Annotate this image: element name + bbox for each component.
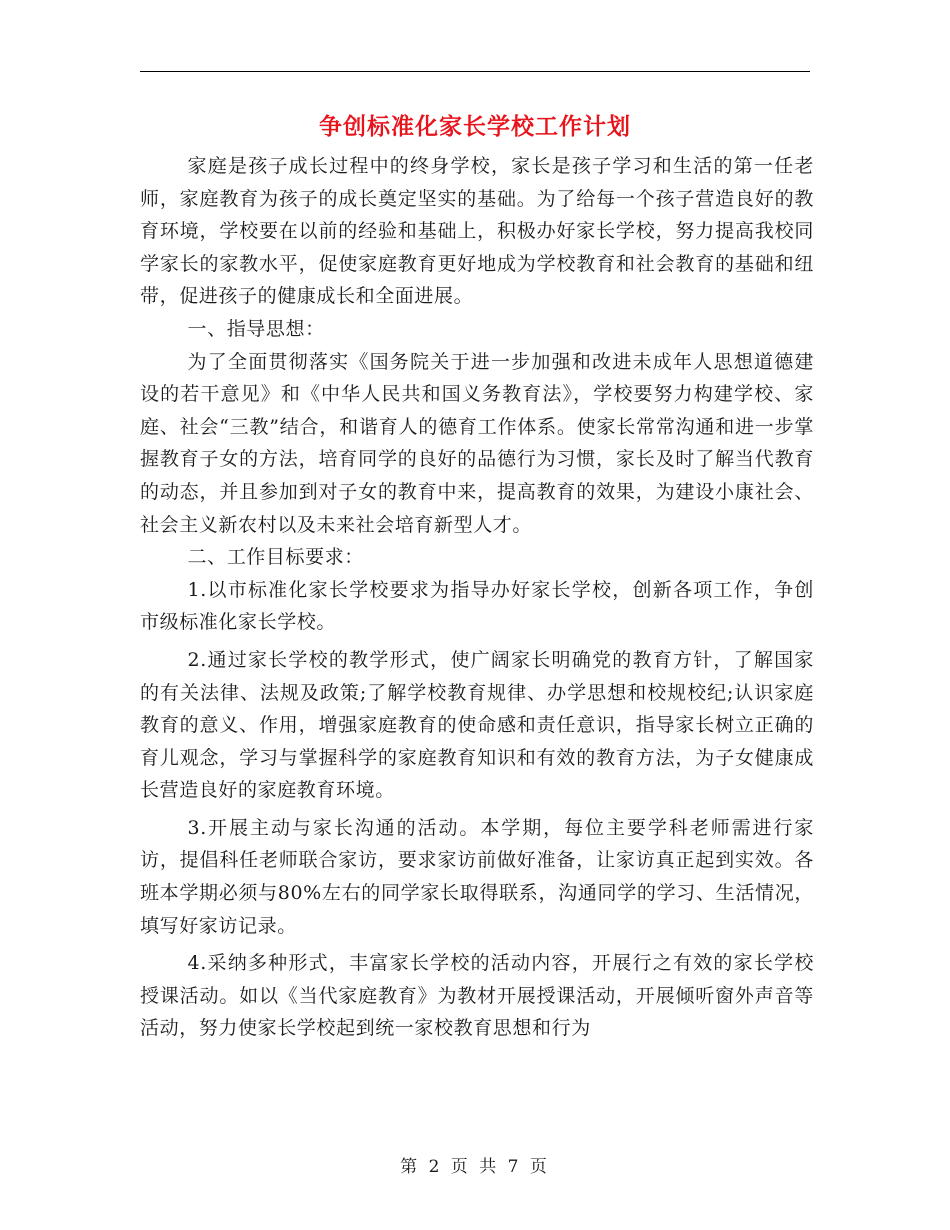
page-number-footer: 第 2 页 共 7 页 bbox=[400, 1157, 550, 1177]
section-heading-work-goals: 二、工作目标要求： bbox=[187, 546, 364, 569]
work-goal-item-4: 4.采纳多种形式，丰富家长学校的活动内容，开展行之有效的家长学校授课活动。如以《当代家庭教育》为教材开展授课活动，开展倾听窗外声音等活动，努力使家长学校起到统一家校教育思想和行为 bbox=[140, 952, 814, 1040]
work-goal-item-2: 2.通过家长学校的教学形式，使广阔家长明确党的教育方针，了解国家的有关法律、法规及政策;了解学校教育规律、办学思想和校规校纪;认识家庭教育的意义、作用，增强家庭教育的使命感和责任意识，指导家长树立正确的育儿观念，学习与掌握科学的家庭教育知识和有效的教育方法，为子女健康成长营造良好的家庭教育环境。 bbox=[140, 648, 814, 802]
document-title: 争创标准化家长学校工作计划 bbox=[319, 113, 631, 140]
guiding-ideology-paragraph: 为了全面贯彻落实《国务院关于进一步加强和改进未成年人思想道德建设的若干意见》和《中华人民共和国义务教育法》，学校要努力构建学校、家庭、社会“三教”结合，和谐育人的德育工作体系。使家长常常沟通和进一步掌握教育子女的方法，培育同学的良好的品德行为习惯，家长及时了解当代教育的动态，并且参加到对子女的教育中来，提高教育的效果，为建设小康社会、社会主义新农村以及未来社会培育新型人才。 bbox=[140, 350, 814, 536]
work-goal-item-3: 3.开展主动与家长沟通的活动。本学期，每位主要学科老师需进行家访，提倡科任老师联合家访，要求家访前做好准备，让家访真正起到实效。各班本学期必须与80%左右的同学家长取得联系，沟通同学的学习、生活情况，填写好家访记录。 bbox=[140, 816, 814, 937]
intro-paragraph: 家庭是孩子成长过程中的终身学校，家长是孩子学习和生活的第一任老师，家庭教育为孩子的成长奠定坚实的基础。为了给每一个孩子营造良好的教育环境，学校要在以前的经验和基础上，积极办好家长学校，努力提高我校同学家长的家教水平，促使家庭教育更好地成为学校教育和社会教育的基础和纽带，促进孩子的健康成长和全面进展。 bbox=[140, 155, 814, 308]
document-body bbox=[140, 150, 814, 1045]
section-heading-guiding-ideology: 一、指导思想： bbox=[187, 317, 325, 340]
header-rule bbox=[140, 71, 810, 72]
work-goal-item-1: 1.以市标准化家长学校要求为指导办好家长学校，创新各项工作，争创市级标准化家长学校。 bbox=[140, 578, 814, 634]
